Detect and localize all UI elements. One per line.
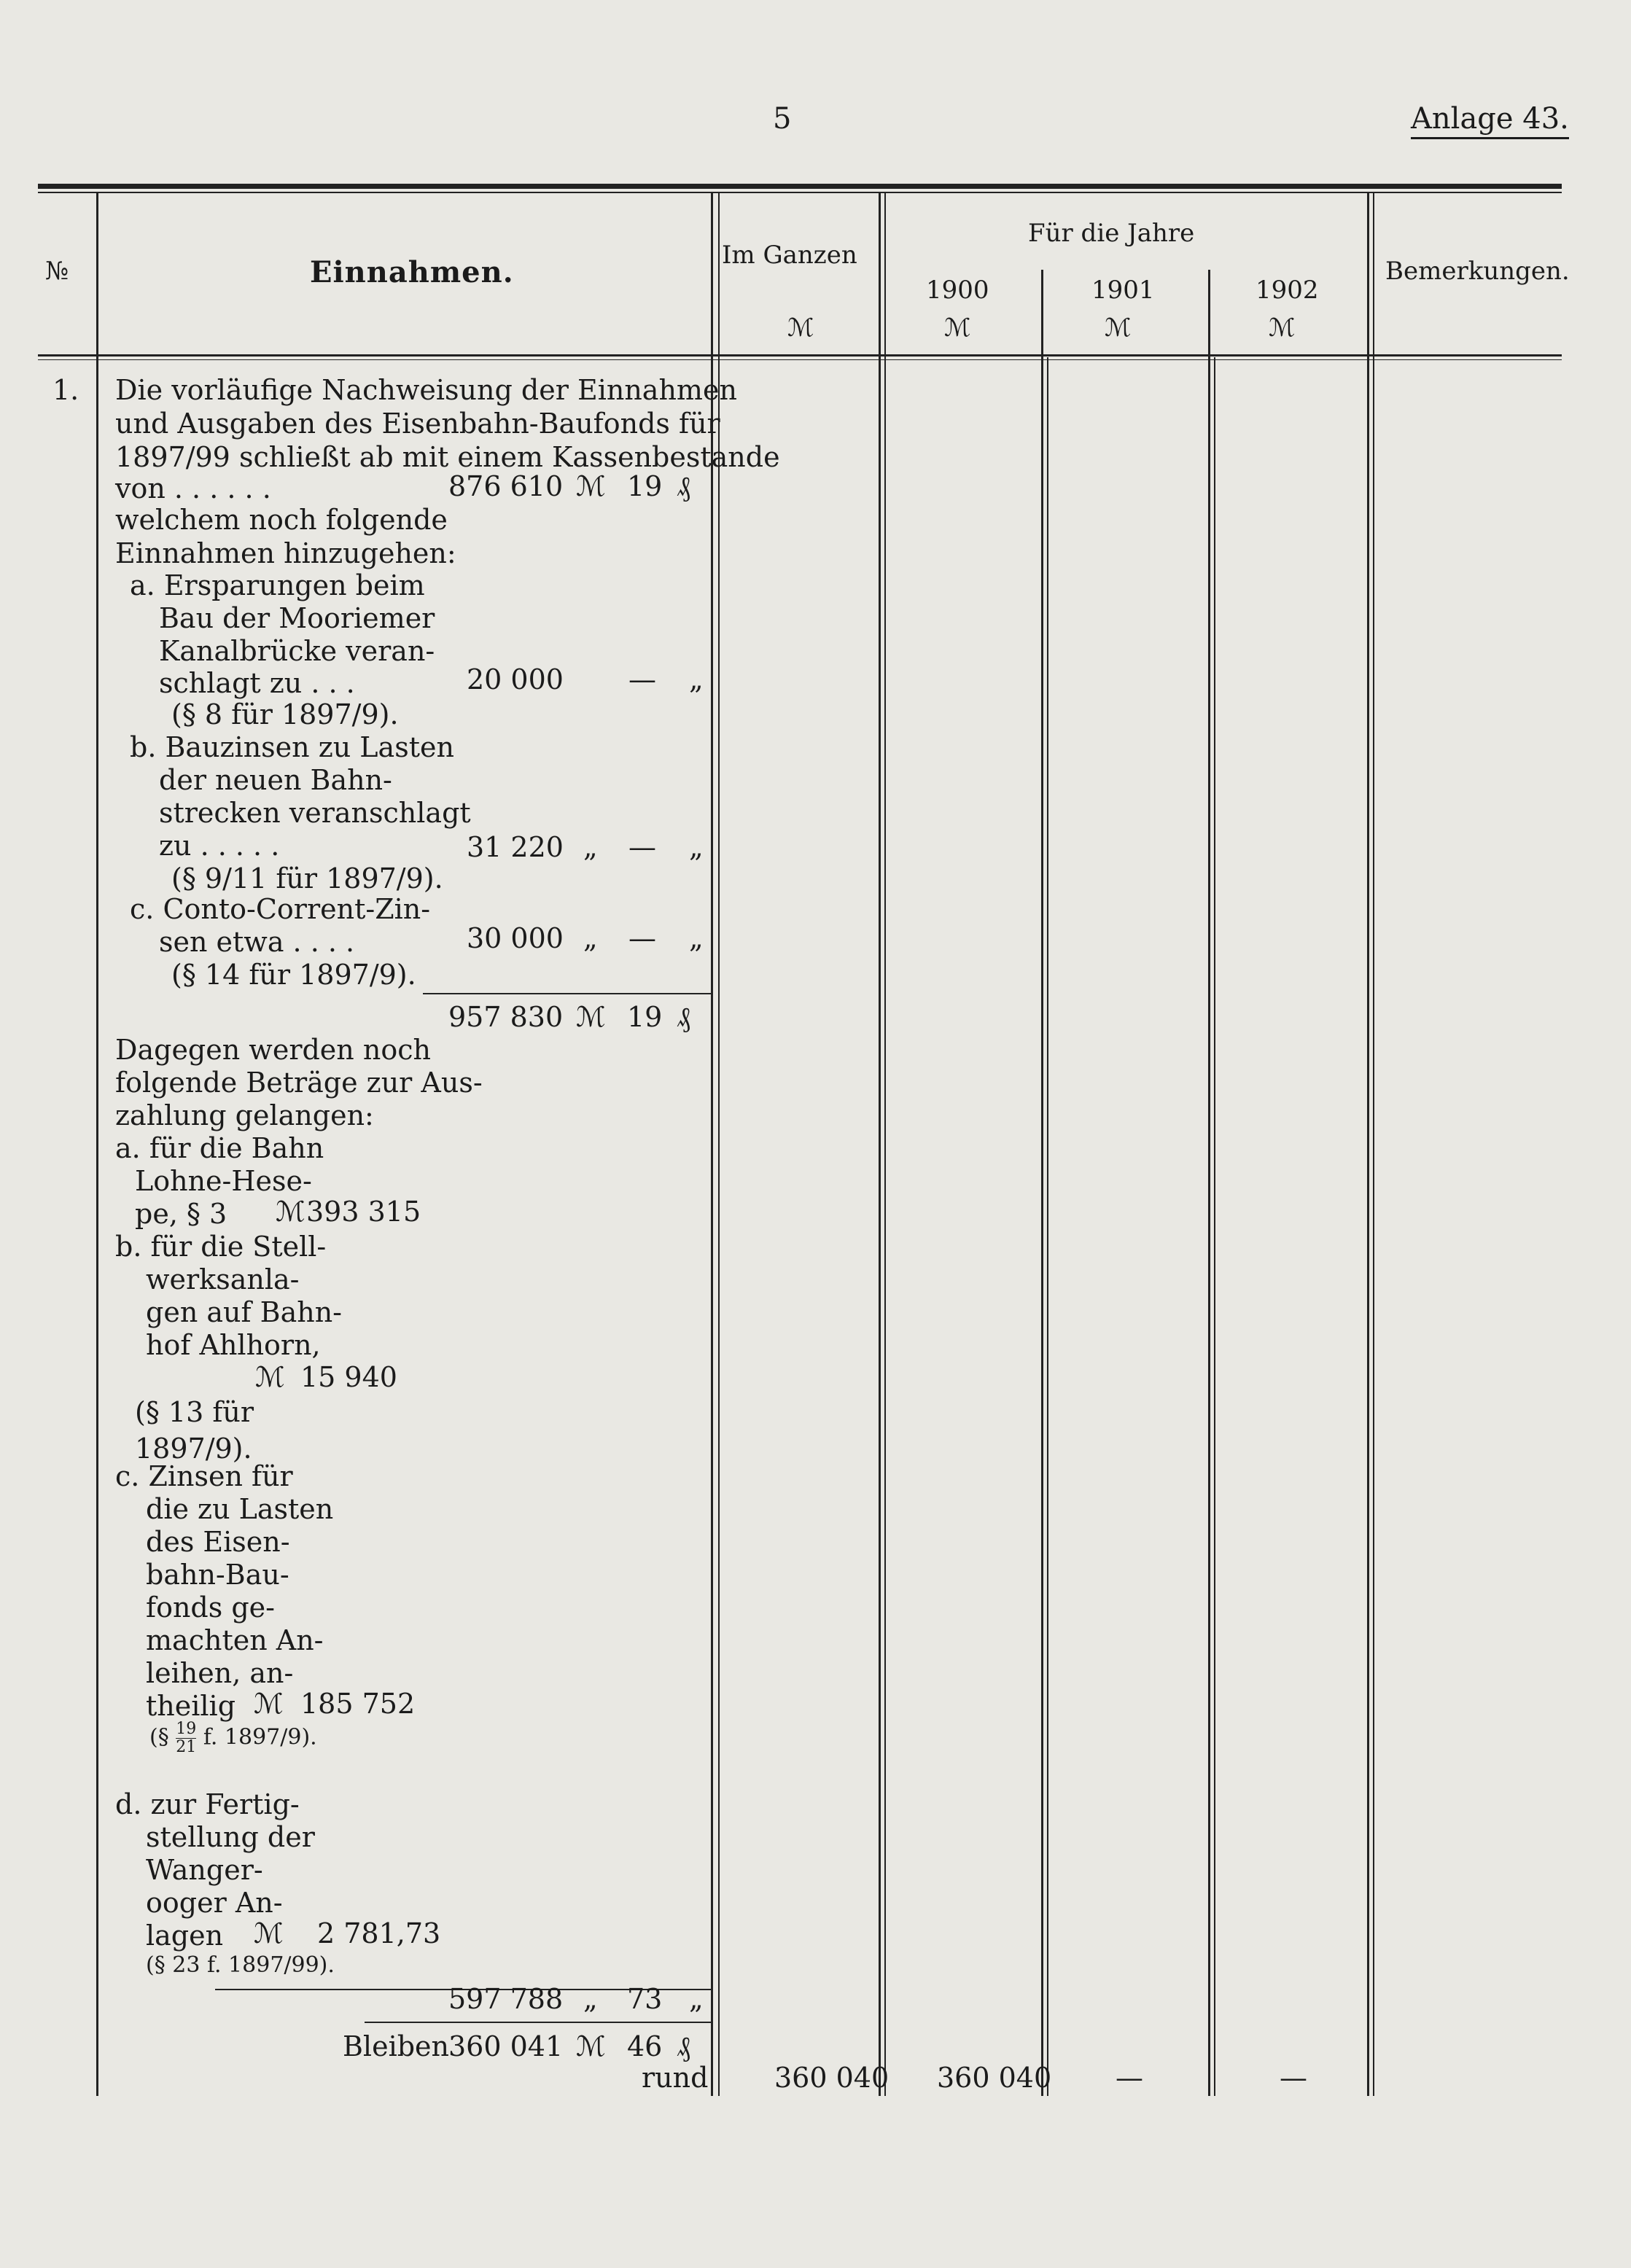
start-pf-unit: ₰ [677, 470, 690, 502]
start-pf: 19 [627, 470, 663, 502]
header-unit-1900: ℳ [944, 313, 971, 343]
expense-intro-3: zahlung gelangen: [115, 1099, 374, 1131]
expense-b-amount: 15 940 [300, 1361, 397, 1393]
page-number: 5 [773, 102, 792, 136]
expense-d-line-4: ooger An- [146, 1887, 283, 1919]
start-amount: 876 610 [448, 470, 564, 502]
expense-d-line-3: Wanger- [146, 1854, 263, 1886]
income-c-line-2: sen etwa . . . . [159, 926, 355, 958]
subtotal-pf: 19 [627, 1001, 663, 1033]
intro-line-2: und Ausgaben des Eisenbahn-Baufonds für [115, 408, 720, 440]
expense-c-note-post: f. 1897/9). [203, 1724, 317, 1750]
header-unit-1902: ℳ [1269, 313, 1296, 343]
income-a-line-2: Bau der Mooriemer [159, 602, 435, 634]
income-b-line-1: b. Bauzinsen zu Lasten [130, 731, 454, 763]
income-c-pf-unit: „ [689, 922, 704, 954]
col-line-1901-2 [1214, 357, 1215, 2096]
income-a-line-5: (§ 8 für 1897/9). [171, 698, 399, 730]
col-line-1902 [1367, 193, 1369, 2096]
expense-c-note-pre: (§ [149, 1724, 169, 1750]
subtotal-unit: ℳ [576, 1001, 606, 1033]
expense-c-unit: ℳ [254, 1688, 284, 1720]
income-b-unit: „ [583, 831, 598, 863]
expense-d-unit: ℳ [254, 1917, 284, 1949]
income-b-pf-unit: „ [689, 831, 704, 863]
expense-a-unit: ℳ [276, 1196, 305, 1228]
income-b-line-3: strecken veranschlagt [159, 797, 471, 829]
header-fuer-die-jahre: Für die Jahre [1028, 219, 1195, 248]
start-unit: ℳ [576, 470, 606, 502]
intro-line-5: welchem noch folgende [115, 504, 448, 536]
income-b-line-5: (§ 9/11 für 1897/9). [171, 862, 443, 895]
income-b-amount: 31 220 [467, 831, 564, 863]
income-a-pf-unit: „ [689, 663, 704, 695]
income-c-unit: „ [583, 922, 598, 954]
fraction-numerator: 19 [176, 1720, 197, 1738]
expense-b-note: (§ 13 für 1897/9). [135, 1396, 254, 1465]
remaining-rule [365, 2022, 711, 2023]
intro-line-3: 1897/99 schließt ab mit einem Kassenbestande [115, 441, 780, 473]
expense-c-line-8: theilig [146, 1690, 236, 1722]
subtotal-amount: 957 830 [448, 1001, 564, 1033]
expense-intro-2: folgende Beträge zur Aus- [115, 1067, 483, 1099]
income-b-line-4: zu . . . . . [159, 830, 280, 862]
header-year-1901: 1901 [1091, 276, 1155, 305]
value-1901: — [1116, 2062, 1143, 2094]
income-c-pf: — [628, 922, 656, 954]
col-line-nr [96, 193, 98, 2096]
expense-a-amount: 393 315 [306, 1196, 421, 1228]
col-line-einnahmen [711, 193, 713, 2096]
expense-b-line-4: hof Ahlhorn, [146, 1329, 321, 1361]
income-a-pf: — [628, 663, 656, 695]
expense-c-line-6: machten An- [146, 1624, 324, 1656]
income-a-line-1: a. Ersparungen beim [130, 569, 425, 601]
expense-d-note: (§ 23 f. 1897/99). [146, 1952, 335, 1978]
expense-b-line-3: gen auf Bahn- [146, 1296, 343, 1328]
header-rule [38, 354, 1562, 356]
expense-d-line-2: stellung der [146, 1821, 315, 1853]
col-line-imganzen-2 [884, 193, 886, 2096]
header-einnahmen: Einnahmen. [310, 255, 514, 289]
income-b-pf: — [628, 831, 656, 863]
header-im-ganzen: Im Ganzen [722, 241, 857, 270]
expense-total-unit: „ [583, 1983, 598, 2015]
expense-d-line-1: d. zur Fertig- [115, 1788, 300, 1820]
expense-b-unit: ℳ [255, 1361, 285, 1393]
remaining-amount: 360 041 [448, 2030, 564, 2062]
income-c-line-1: c. Conto-Corrent-Zin- [130, 893, 431, 925]
income-c-amount: 30 000 [467, 922, 564, 954]
value-im-ganzen: 360 040 [774, 2062, 890, 2094]
expense-b-line-1: b. für die Stell- [115, 1231, 327, 1263]
fraction-denominator: 21 [176, 1738, 197, 1756]
col-line-imganzen [879, 193, 881, 2096]
expense-c-line-4: bahn-Bau- [146, 1559, 289, 1591]
income-b-line-2: der neuen Bahn- [159, 764, 392, 796]
header-year-1900: 1900 [926, 276, 989, 305]
anlage-label: Anlage 43. [1411, 102, 1569, 139]
expense-total-pf-unit: „ [689, 1983, 704, 2015]
col-line-1901 [1208, 270, 1210, 2096]
remaining-pf: 46 [627, 2030, 663, 2062]
top-rule [38, 184, 1562, 189]
header-im-ganzen-unit: ℳ [787, 313, 814, 343]
col-line-1900 [1041, 270, 1043, 2096]
value-1900: 360 040 [937, 2062, 1052, 2094]
intro-line-4: von . . . . . . [115, 472, 271, 504]
expense-total-pf: 73 [627, 1983, 663, 2015]
header-bemerkungen: Bemerkungen. [1385, 257, 1570, 286]
expense-total-amount: 597 788 [448, 1983, 564, 2015]
expense-d-amount: 2 781,73 [317, 1917, 441, 1949]
expense-c-line-5: fonds ge- [146, 1591, 275, 1624]
expense-c-amount: 185 752 [300, 1688, 416, 1720]
remaining-rund: rund [642, 2062, 709, 2094]
header-rule-thin [38, 359, 1562, 360]
income-a-line-4: schlagt zu . . . [159, 667, 355, 699]
header-year-1902: 1902 [1256, 276, 1319, 305]
expense-a-line-1: a. für die Bahn [115, 1132, 324, 1164]
intro-line-1: Die vorläufige Nachweisung der Einnahmen [115, 374, 737, 406]
subtotal-rule [423, 993, 711, 994]
col-line-1902-2 [1373, 193, 1374, 2096]
col-line-1900-2 [1047, 357, 1048, 2096]
entry-number: 1. [52, 374, 79, 406]
expense-d-line-5: lagen [146, 1920, 224, 1952]
income-a-amount: 20 000 [467, 663, 564, 695]
income-c-line-3: (§ 14 für 1897/9). [171, 959, 416, 991]
income-a-line-3: Kanalbrücke veran- [159, 635, 435, 667]
expense-c-line-3: des Eisen- [146, 1526, 290, 1558]
expense-a-line-3: pe, § 3 [135, 1198, 227, 1230]
expense-intro-1: Dagegen werden noch [115, 1034, 431, 1066]
expense-c-note [149, 1721, 317, 1756]
top-rule-thin [38, 192, 1562, 193]
subtotal-pf-unit: ₰ [677, 1001, 690, 1033]
expense-c-fraction [176, 1721, 196, 1756]
expense-a-line-2: Lohne-Hese- [135, 1165, 312, 1197]
expense-c-line-2: die zu Lasten [146, 1493, 334, 1525]
remaining-label: Bleiben [343, 2030, 450, 2062]
header-unit-1901: ℳ [1105, 313, 1132, 343]
col-line-einnahmen-2 [718, 193, 720, 2096]
expense-c-line-7: leihen, an- [146, 1657, 294, 1689]
expense-b-line-2: werksanla- [146, 1263, 300, 1295]
intro-line-6: Einnahmen hinzugehen: [115, 537, 456, 569]
value-1902: — [1280, 2062, 1307, 2094]
header-nr: № [45, 257, 69, 286]
remaining-unit: ℳ [576, 2030, 606, 2062]
expense-c-line-1: c. Zinsen für [115, 1460, 293, 1492]
remaining-pf-unit: ₰ [677, 2030, 690, 2062]
